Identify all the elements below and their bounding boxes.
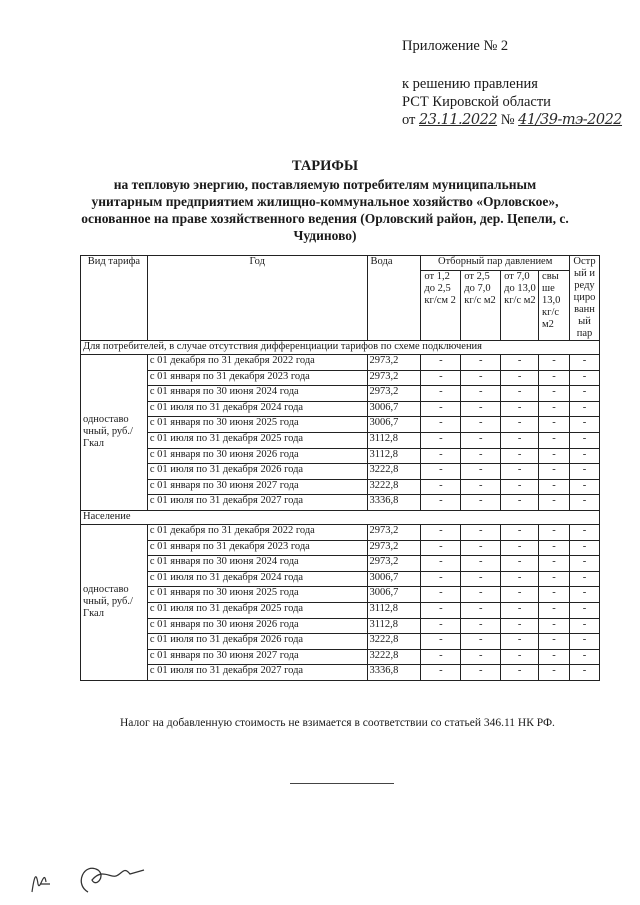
period-cell: с 01 июля по 31 декабря 2024 года (147, 401, 367, 417)
section-row (81, 510, 600, 524)
header-p1: от 1,2 до 2,5 кг/см 2 (421, 270, 461, 340)
water-tariff-cell: 2973,2 (367, 386, 421, 402)
p3-cell: - (501, 571, 539, 587)
p4-cell: - (539, 556, 570, 572)
p3-cell: - (501, 417, 539, 433)
decision-date: 23.11.2022 (419, 112, 498, 128)
header-p2: от 2,5 до 7,0 кг/с м2 (461, 270, 501, 340)
period-cell: с 01 января по 30 июня 2025 года (147, 417, 367, 433)
p3-cell: - (501, 479, 539, 495)
p1-cell: - (421, 665, 461, 681)
p2-cell: - (461, 432, 501, 448)
water-tariff-cell: 3222,8 (367, 479, 421, 495)
p4-cell: - (539, 665, 570, 681)
water-tariff-cell: 2973,2 (367, 524, 421, 540)
table-row (81, 665, 600, 681)
table-row (81, 524, 600, 540)
p2-cell: - (461, 448, 501, 464)
table-row (81, 618, 600, 634)
p2-cell: - (461, 649, 501, 665)
p1-cell: - (421, 401, 461, 417)
p4-cell: - (539, 479, 570, 495)
p4-cell: - (539, 432, 570, 448)
water-tariff-cell: 3112,8 (367, 432, 421, 448)
p3-cell: - (501, 401, 539, 417)
sharp-cell: - (569, 556, 599, 572)
p1-cell: - (421, 587, 461, 603)
p2-cell: - (461, 524, 501, 540)
title-main: ТАРИФЫ (291, 158, 359, 174)
water-tariff-cell: 2973,2 (367, 355, 421, 371)
header-p4: свы ше 13,0 кг/с м2 (539, 270, 570, 340)
p3-cell: - (501, 370, 539, 386)
decision-date-line (402, 111, 622, 129)
p2-cell: - (461, 386, 501, 402)
table-row (81, 634, 600, 650)
header-row (81, 256, 600, 271)
header-steam-group: Отборный пар давлением (421, 256, 570, 271)
p4-cell: - (539, 448, 570, 464)
p1-cell: - (421, 432, 461, 448)
sharp-cell: - (569, 355, 599, 371)
sharp-cell: - (569, 540, 599, 556)
p2-cell: - (461, 464, 501, 480)
table-row (81, 540, 600, 556)
p4-cell: - (539, 386, 570, 402)
sharp-cell: - (569, 370, 599, 386)
p3-cell: - (501, 587, 539, 603)
p1-cell: - (421, 634, 461, 650)
sharp-cell: - (569, 634, 599, 650)
table-row (81, 571, 600, 587)
p4-cell: - (539, 495, 570, 511)
water-tariff-cell: 3336,8 (367, 665, 421, 681)
p1-cell: - (421, 386, 461, 402)
period-cell: с 01 июля по 31 декабря 2024 года (147, 571, 367, 587)
number-prefix: № (500, 112, 515, 128)
water-tariff-cell: 2973,2 (367, 370, 421, 386)
p2-cell: - (461, 370, 501, 386)
p4-cell: - (539, 571, 570, 587)
p3-cell: - (501, 556, 539, 572)
p2-cell: - (461, 417, 501, 433)
p3-cell: - (501, 524, 539, 540)
water-tariff-cell: 3006,7 (367, 571, 421, 587)
signature-image (26, 848, 166, 898)
p2-cell: - (461, 479, 501, 495)
period-cell: с 01 декабря по 31 декабря 2022 года (147, 524, 367, 540)
period-cell: с 01 января по 30 июня 2026 года (147, 448, 367, 464)
water-tariff-cell: 2973,2 (367, 540, 421, 556)
header-p3: от 7,0 до 13,0 кг/с м2 (501, 270, 539, 340)
water-tariff-cell: 3006,7 (367, 401, 421, 417)
separator-line (290, 783, 394, 784)
p3-cell: - (501, 634, 539, 650)
p2-cell: - (461, 556, 501, 572)
title-sub: на тепловую энергию, поставляемую потребителям муниципальным унитарным предприятием жилищно-коммунальное хозяйство «Орловское», основанное на праве хозяйственного ведения (Орловский район, дер. Цепели, с. Чудиново) (81, 177, 569, 243)
p1-cell: - (421, 524, 461, 540)
period-cell: с 01 июля по 31 декабря 2027 года (147, 665, 367, 681)
period-cell: с 01 июля по 31 декабря 2026 года (147, 464, 367, 480)
p3-cell: - (501, 602, 539, 618)
p3-cell: - (501, 618, 539, 634)
p2-cell: - (461, 355, 501, 371)
p1-cell: - (421, 602, 461, 618)
p1-cell: - (421, 556, 461, 572)
p2-cell: - (461, 401, 501, 417)
p2-cell: - (461, 495, 501, 511)
period-cell: с 01 января по 31 декабря 2023 года (147, 540, 367, 556)
p1-cell: - (421, 540, 461, 556)
sharp-cell: - (569, 649, 599, 665)
tariffs-table (80, 255, 600, 681)
p4-cell: - (539, 602, 570, 618)
sharp-cell: - (569, 386, 599, 402)
period-cell: с 01 июля по 31 декабря 2025 года (147, 432, 367, 448)
period-cell: с 01 июля по 31 декабря 2027 года (147, 495, 367, 511)
p3-cell: - (501, 495, 539, 511)
water-tariff-cell: 3222,8 (367, 634, 421, 650)
section-title: Население (81, 510, 600, 524)
sharp-cell: - (569, 464, 599, 480)
water-tariff-cell: 3006,7 (367, 587, 421, 603)
p1-cell: - (421, 370, 461, 386)
table-row (81, 432, 600, 448)
p1-cell: - (421, 618, 461, 634)
sharp-cell: - (569, 448, 599, 464)
period-cell: с 01 января по 30 июня 2026 года (147, 618, 367, 634)
vat-note: Налог на добавленную стоимость не взимается в соответствии со статьей 346.11 НК РФ. (120, 717, 555, 729)
tariff-kind: одноставо чный, руб./Гкал (81, 355, 148, 511)
p3-cell: - (501, 464, 539, 480)
table-row (81, 587, 600, 603)
appendix-number: Приложение № 2 (402, 38, 509, 54)
header-water: Вода (367, 256, 421, 341)
p3-cell: - (501, 540, 539, 556)
p3-cell: - (501, 665, 539, 681)
p4-cell: - (539, 618, 570, 634)
water-tariff-cell: 3222,8 (367, 464, 421, 480)
document-title (80, 158, 570, 244)
sharp-cell: - (569, 524, 599, 540)
p4-cell: - (539, 417, 570, 433)
table-row (81, 370, 600, 386)
water-tariff-cell: 3112,8 (367, 602, 421, 618)
p4-cell: - (539, 540, 570, 556)
water-tariff-cell: 3112,8 (367, 618, 421, 634)
decision-number: 41/39-тэ-2022 (518, 112, 623, 128)
sharp-cell: - (569, 401, 599, 417)
p1-cell: - (421, 571, 461, 587)
table-row (81, 386, 600, 402)
p1-cell: - (421, 355, 461, 371)
p1-cell: - (421, 464, 461, 480)
authority-name: РСТ Кировской области (402, 94, 551, 110)
sharp-cell: - (569, 417, 599, 433)
header-sharp-steam: Остр ый и реду циро ванн ый пар (569, 256, 599, 341)
water-tariff-cell: 3112,8 (367, 448, 421, 464)
p1-cell: - (421, 495, 461, 511)
table-row (81, 649, 600, 665)
period-cell: с 01 января по 31 декабря 2023 года (147, 370, 367, 386)
p1-cell: - (421, 649, 461, 665)
p3-cell: - (501, 386, 539, 402)
decision-ref: к решению правления (402, 76, 538, 92)
sharp-cell: - (569, 495, 599, 511)
period-cell: с 01 января по 30 июня 2025 года (147, 587, 367, 603)
table-row (81, 464, 600, 480)
table-row (81, 479, 600, 495)
section-title: Для потребителей, в случае отсутствия дифференциации тарифов по схеме подключения (81, 341, 600, 355)
period-cell: с 01 января по 30 июня 2027 года (147, 649, 367, 665)
p2-cell: - (461, 587, 501, 603)
p3-cell: - (501, 649, 539, 665)
sharp-cell: - (569, 587, 599, 603)
sharp-cell: - (569, 571, 599, 587)
p1-cell: - (421, 417, 461, 433)
p3-cell: - (501, 448, 539, 464)
p4-cell: - (539, 401, 570, 417)
appendix-block (402, 37, 622, 129)
table-row (81, 355, 600, 371)
p4-cell: - (539, 524, 570, 540)
water-tariff-cell: 3222,8 (367, 649, 421, 665)
sharp-cell: - (569, 479, 599, 495)
period-cell: с 01 июля по 31 декабря 2026 года (147, 634, 367, 650)
p2-cell: - (461, 665, 501, 681)
header-kind: Вид тарифа (81, 256, 148, 341)
period-cell: с 01 декабря по 31 декабря 2022 года (147, 355, 367, 371)
table-row (81, 495, 600, 511)
p4-cell: - (539, 370, 570, 386)
table-row (81, 401, 600, 417)
water-tariff-cell: 3336,8 (367, 495, 421, 511)
sharp-cell: - (569, 618, 599, 634)
period-cell: с 01 января по 30 июня 2024 года (147, 386, 367, 402)
p1-cell: - (421, 448, 461, 464)
p4-cell: - (539, 634, 570, 650)
date-prefix: от (402, 112, 416, 128)
p1-cell: - (421, 479, 461, 495)
period-cell: с 01 января по 30 июня 2027 года (147, 479, 367, 495)
p2-cell: - (461, 618, 501, 634)
water-tariff-cell: 3006,7 (367, 417, 421, 433)
period-cell: с 01 июля по 31 декабря 2025 года (147, 602, 367, 618)
section-row (81, 341, 600, 355)
p3-cell: - (501, 355, 539, 371)
water-tariff-cell: 2973,2 (367, 556, 421, 572)
p2-cell: - (461, 602, 501, 618)
period-cell: с 01 января по 30 июня 2024 года (147, 556, 367, 572)
header-year: Год (147, 256, 367, 341)
tariff-kind: одноставо чный, руб./Гкал (81, 524, 148, 680)
p4-cell: - (539, 587, 570, 603)
table-row (81, 417, 600, 433)
p4-cell: - (539, 464, 570, 480)
sharp-cell: - (569, 602, 599, 618)
p4-cell: - (539, 649, 570, 665)
table-row (81, 602, 600, 618)
sharp-cell: - (569, 432, 599, 448)
p2-cell: - (461, 540, 501, 556)
p2-cell: - (461, 571, 501, 587)
p2-cell: - (461, 634, 501, 650)
table-row (81, 448, 600, 464)
table-row (81, 556, 600, 572)
p4-cell: - (539, 355, 570, 371)
sharp-cell: - (569, 665, 599, 681)
p3-cell: - (501, 432, 539, 448)
